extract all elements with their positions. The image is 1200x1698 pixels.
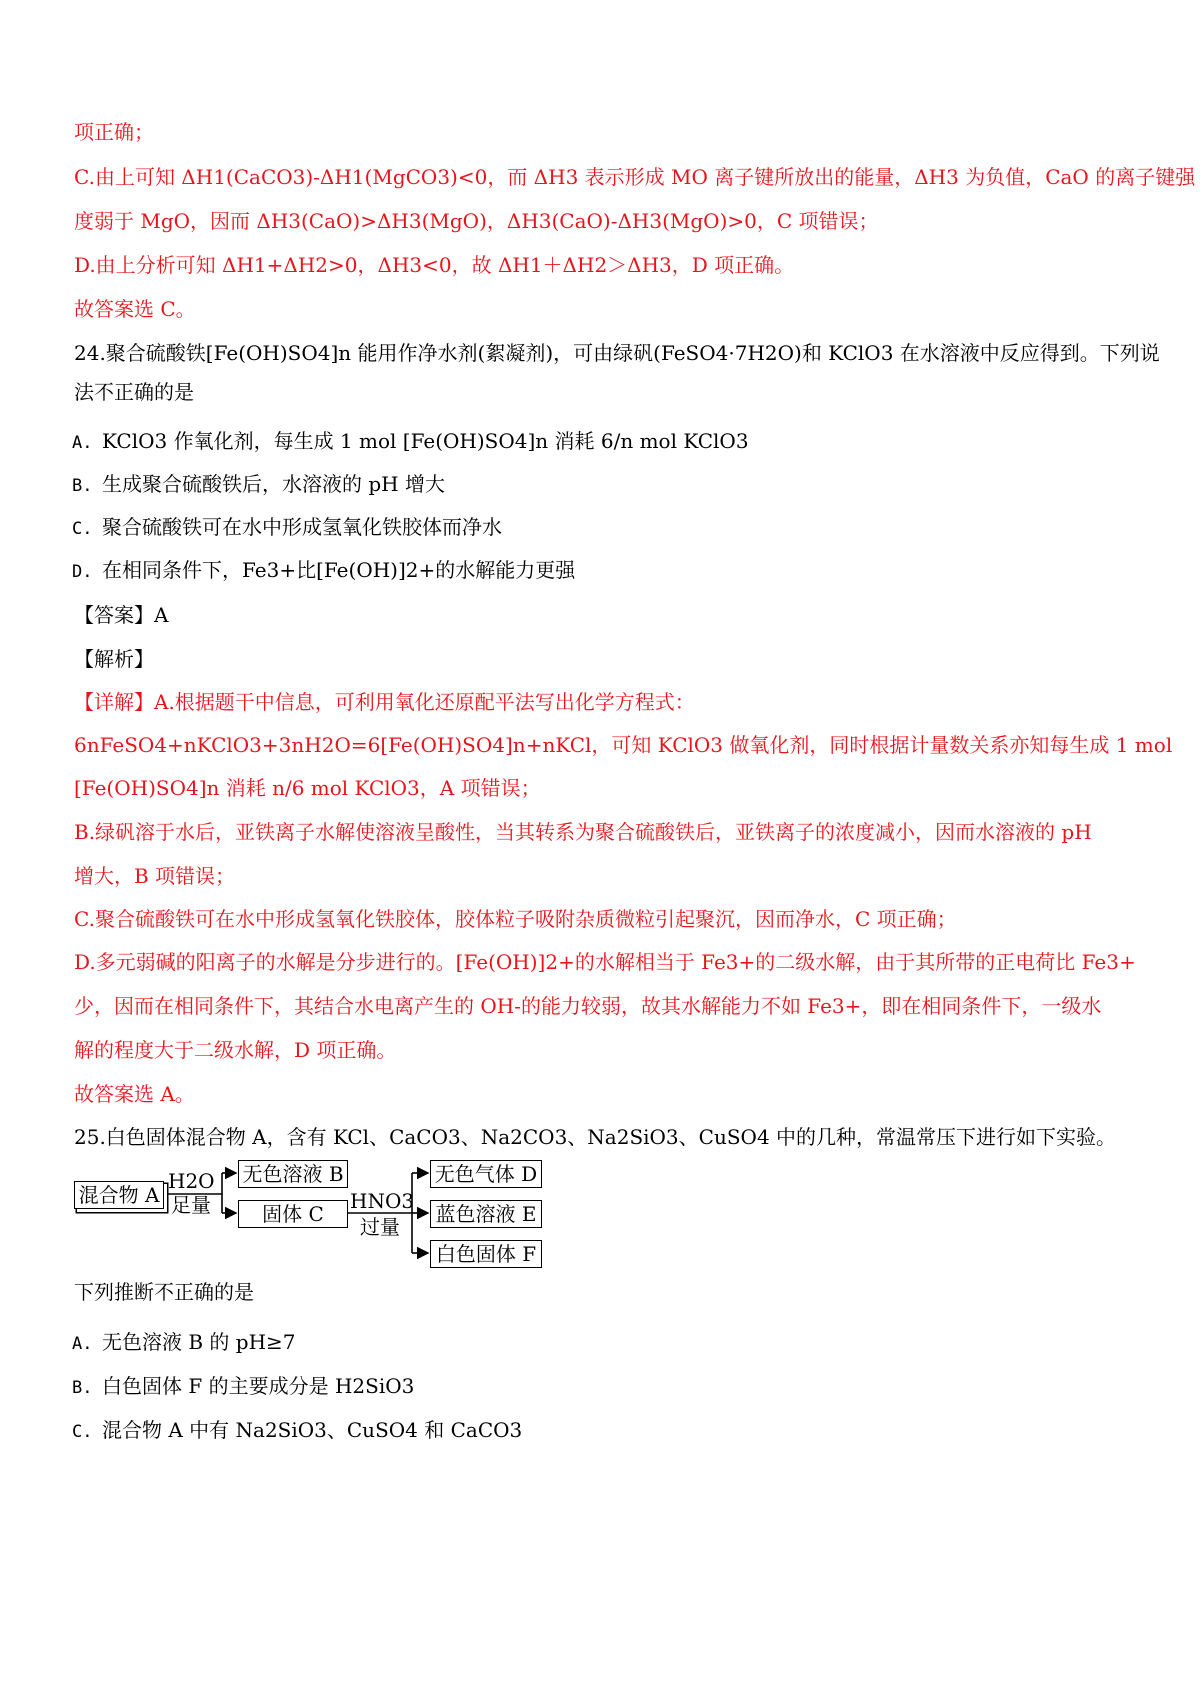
option-label: A. <box>72 433 93 453</box>
option-label: B. <box>72 1378 93 1398</box>
question-stem: 24.聚合硫酸铁[Fe(OH)SO4]n 能用作净水剂(絮凝剂)，可由绿矾(FeSO4·7H2O)和 KClO3 在水溶液中反应得到。下列说 <box>74 341 1160 365</box>
option-text: 混合物 A 中有 Na2SiO3、CuSO4 和 CaCO3 <box>102 1418 523 1442</box>
solid-f-box: 白色固体 F <box>430 1240 542 1268</box>
option-c <box>72 513 502 543</box>
answer-label: 【答案】A <box>74 603 169 627</box>
detail-line: C.聚合硫酸铁可在水中形成氢氧化铁胶体，胶体粒子吸附杂质微粒引起聚沉，因而净水，C 项正确； <box>74 907 957 931</box>
text-line: 故答案选 C。 <box>74 297 196 321</box>
option-label: A. <box>72 1334 93 1354</box>
detail-line: B.绿矾溶于水后，亚铁离子水解使溶液呈酸性，当其转系为聚合硫酸铁后，亚铁离子的浓度减小，因而水溶液的 pH <box>74 820 1092 844</box>
detail-line: 故答案选 A。 <box>74 1082 195 1106</box>
detail-line: 【详解】A.根据题干中信息，可利用氧化还原配平法写出化学方程式： <box>74 690 695 714</box>
option-a <box>72 1328 296 1358</box>
option-label: C. <box>72 519 93 539</box>
option-text: 白色固体 F 的主要成分是 H2SiO3 <box>102 1374 415 1398</box>
text-line: 度弱于 MgO，因而 ΔH3(CaO)>ΔH3(MgO)，ΔH3(CaO)-ΔH3(MgO)>0，C 项错误； <box>74 209 879 233</box>
detail-line: [Fe(OH)SO4]n 消耗 n/6 mol KClO3，A 项错误； <box>74 776 541 800</box>
option-label: B. <box>72 476 93 496</box>
solution-b-box: 无色溶液 B <box>238 1160 348 1188</box>
solid-c-box: 固体 C <box>238 1200 348 1228</box>
question-stem: 法不正确的是 <box>74 380 194 404</box>
option-d <box>72 556 575 586</box>
question-ask: 下列推断不正确的是 <box>74 1280 254 1304</box>
option-text: 生成聚合硫酸铁后，水溶液的 pH 增大 <box>102 472 445 496</box>
condition-label: 过量 <box>360 1215 400 1239</box>
text-line: D.由上分析可知 ΔH1+ΔH2>0，ΔH3<0，故 ΔH1＋ΔH2＞ΔH3，D 项正确。 <box>74 253 795 277</box>
option-text: 无色溶液 B 的 pH≥7 <box>102 1330 296 1354</box>
option-label: D. <box>72 562 93 582</box>
option-c <box>72 1416 522 1446</box>
detail-line: 解的程度大于二级水解，D 项正确。 <box>74 1038 397 1062</box>
reagent-label: HNO3 <box>350 1189 415 1213</box>
option-b <box>72 470 445 500</box>
analysis-label: 【解析】 <box>74 647 154 671</box>
option-text: 聚合硫酸铁可在水中形成氢氧化铁胶体而净水 <box>102 515 502 539</box>
solution-e-box: 蓝色溶液 E <box>430 1200 542 1228</box>
detail-line: 少，因而在相同条件下，其结合水电离产生的 OH-的能力较弱，故其水解能力不如 Fe3+，即在相同条件下，一级水 <box>74 994 1102 1018</box>
option-b <box>72 1372 414 1402</box>
text-line: 项正确； <box>74 120 154 144</box>
detail-line: 增大，B 项错误； <box>74 864 236 888</box>
option-label: C. <box>72 1422 93 1442</box>
gas-d-box: 无色气体 D <box>430 1160 542 1188</box>
detail-line: D.多元弱碱的阳离子的水解是分步进行的。[Fe(OH)]2+的水解相当于 Fe3+的二级水解，由于其所带的正电荷比 Fe3+ <box>74 950 1136 974</box>
experiment-flow-diagram <box>74 1160 674 1290</box>
question-stem: 25.白色固体混合物 A，含有 KCl、CaCO3、Na2CO3、Na2SiO3、CuSO4 中的几种，常温常压下进行如下实验。 <box>74 1125 1117 1149</box>
option-text: KClO3 作氧化剂，每生成 1 mol [Fe(OH)SO4]n 消耗 6/n mol KClO3 <box>102 429 749 453</box>
detail-line: 6nFeSO4+nKClO3+3nH2O=6[Fe(OH)SO4]n+nKCl，可知 KClO3 做氧化剂，同时根据计量数关系亦知每生成 1 mol <box>74 733 1173 757</box>
text-line: C.由上可知 ΔH1(CaCO3)-ΔH1(MgCO3)<0，而 ΔH3 表示形成 MO 离子键所放出的能量，ΔH3 为负值，CaO 的离子键强 <box>74 165 1196 189</box>
mixture-a-box: 混合物 A <box>74 1181 164 1209</box>
reagent-label: H2O <box>168 1169 215 1193</box>
option-a <box>72 427 749 457</box>
option-text: 在相同条件下，Fe3+比[Fe(OH)]2+的水解能力更强 <box>102 558 576 582</box>
condition-label: 足量 <box>171 1193 211 1217</box>
